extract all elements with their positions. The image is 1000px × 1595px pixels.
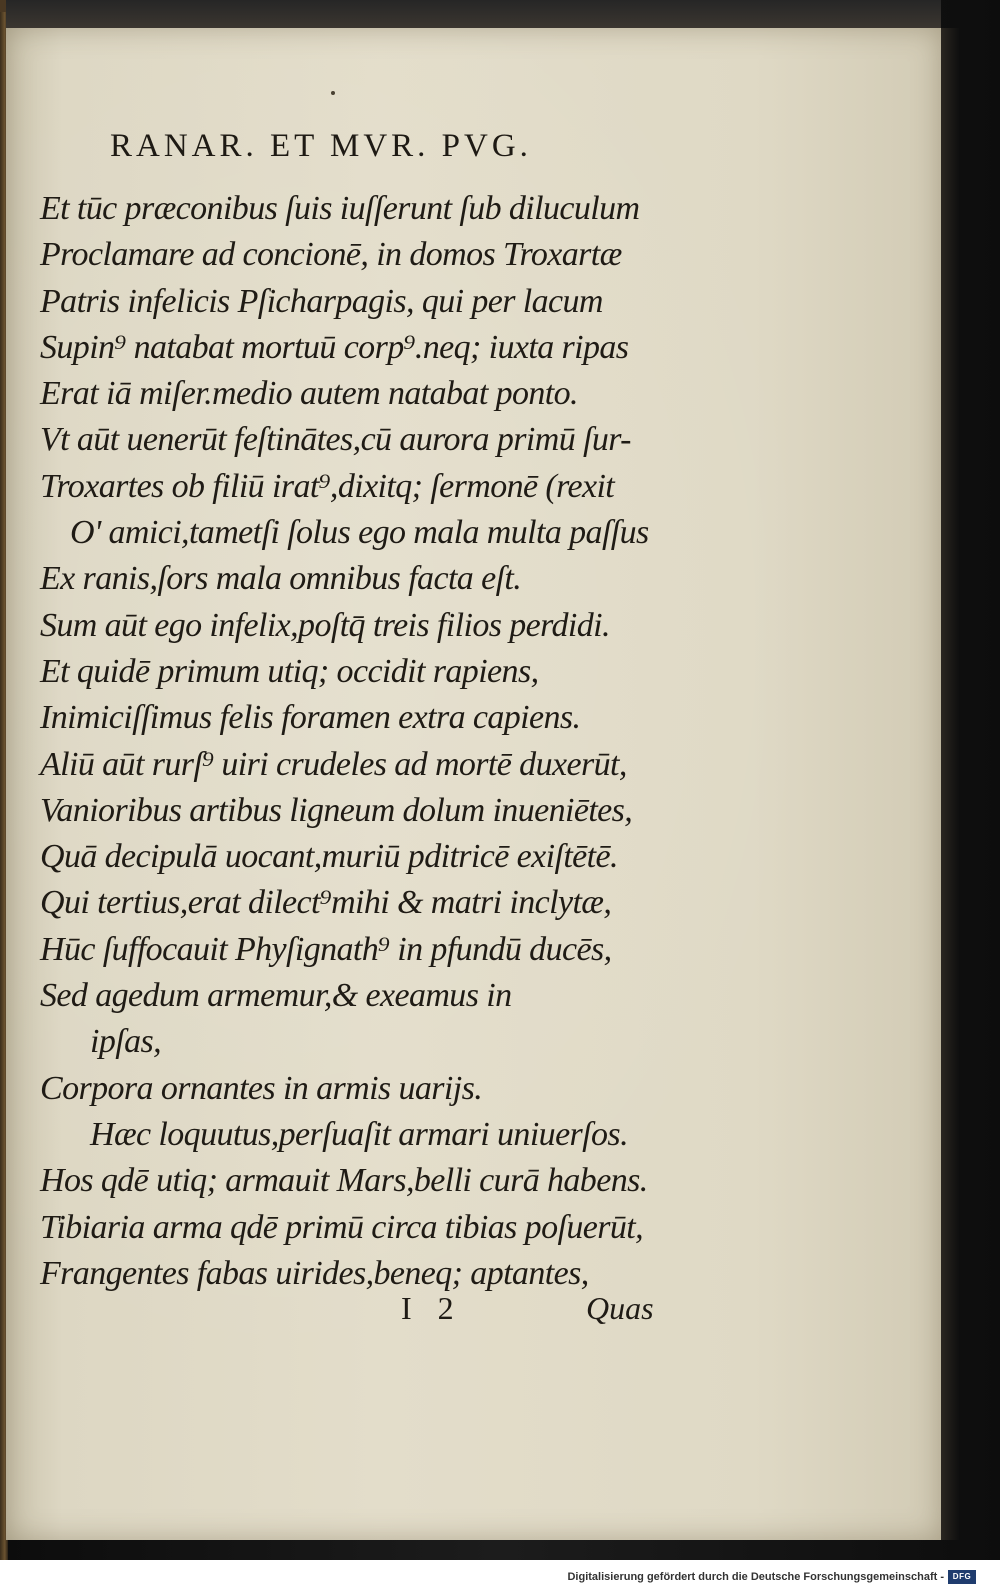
verse-line: Supin⁹ natabat mortuū corp⁹.neq; iuxta ripas	[40, 328, 629, 366]
verse-line: O' amici,tametſi ſolus ego mala multa paſſus	[70, 514, 649, 552]
verse-line: Sum aūt ego infelix,poſtq̄ treis filios perdidi.	[40, 606, 610, 644]
page-footer	[6, 1290, 941, 1340]
signature-mark: I 2	[401, 1290, 454, 1326]
ink-spot	[331, 91, 335, 95]
verse-line: Erat iā miſer.medio autem natabat ponto.	[40, 375, 578, 413]
verse-line: Frangentes fabas uirides,beneq; aptantes,	[40, 1254, 589, 1292]
verse-line: Hæc loquutus,perſuaſit armari uniuerſos.	[90, 1115, 628, 1153]
verse-line: Ex ranis,ſors mala omnibus facta eſt.	[40, 560, 522, 598]
credit-text: Digitalisierung gefördert durch die Deutsche Forschungsgemeinschaft -	[567, 1571, 944, 1583]
verse-line: Vt aūt uenerūt feſtinātes,cū aurora primū ſur-	[40, 421, 631, 459]
verse-line: Sed agedum armemur,& exeamus in	[40, 977, 512, 1015]
page-top-edge	[6, 0, 941, 28]
verse-line: Troxartes ob filiū irat⁹,dixitq; ſermonē (rexit	[40, 467, 615, 505]
book-page	[6, 28, 941, 1540]
verse-line: Et quidē primum utiq; occidit rapiens,	[40, 652, 539, 690]
verse-line: Proclamare ad concionē, in domos Troxartæ	[40, 236, 622, 274]
verse-line: Qui tertius,erat dilect⁹mihi & matri inclytæ,	[40, 884, 612, 922]
page-right-edge	[941, 28, 959, 1540]
dfg-logo-icon: DFG	[948, 1570, 976, 1584]
verse-line: Corpora ornantes in armis uarijs.	[40, 1069, 483, 1107]
verse-line: Et tūc præconibus ſuis iuſſerunt ſub diluculum	[40, 190, 640, 227]
credit-bar	[0, 1560, 1000, 1595]
verse-line: Quā decipulā uocant,muriū pditricē exiſtētē.	[40, 838, 618, 876]
verse-block	[40, 186, 740, 1297]
verse-line: Patris infelicis Pſicharpagis, qui per lacum	[40, 282, 603, 320]
verse-line: Tibiaria arma qdē primū circa tibias poſuerūt,	[40, 1208, 643, 1246]
verse-line: Vanioribus artibus ligneum dolum inueniētes,	[40, 791, 633, 829]
verse-line: Aliū aūt rurſ⁹ uiri crudeles ad mortē duxerūt,	[40, 745, 627, 783]
catchword: Quas	[586, 1290, 654, 1326]
verse-line: Hūc ſuffocauit Phyſignath⁹ in pfundū ducēs,	[40, 930, 612, 968]
verse-line: Hos qdē utiq; armauit Mars,belli curā habens.	[40, 1162, 648, 1200]
verse-line: ipſas,	[90, 1023, 162, 1061]
running-head: RANAR. ET MVR. PVG.	[110, 128, 532, 164]
verse-line: Inimiciſſimus felis foramen extra capiens.	[40, 699, 581, 737]
